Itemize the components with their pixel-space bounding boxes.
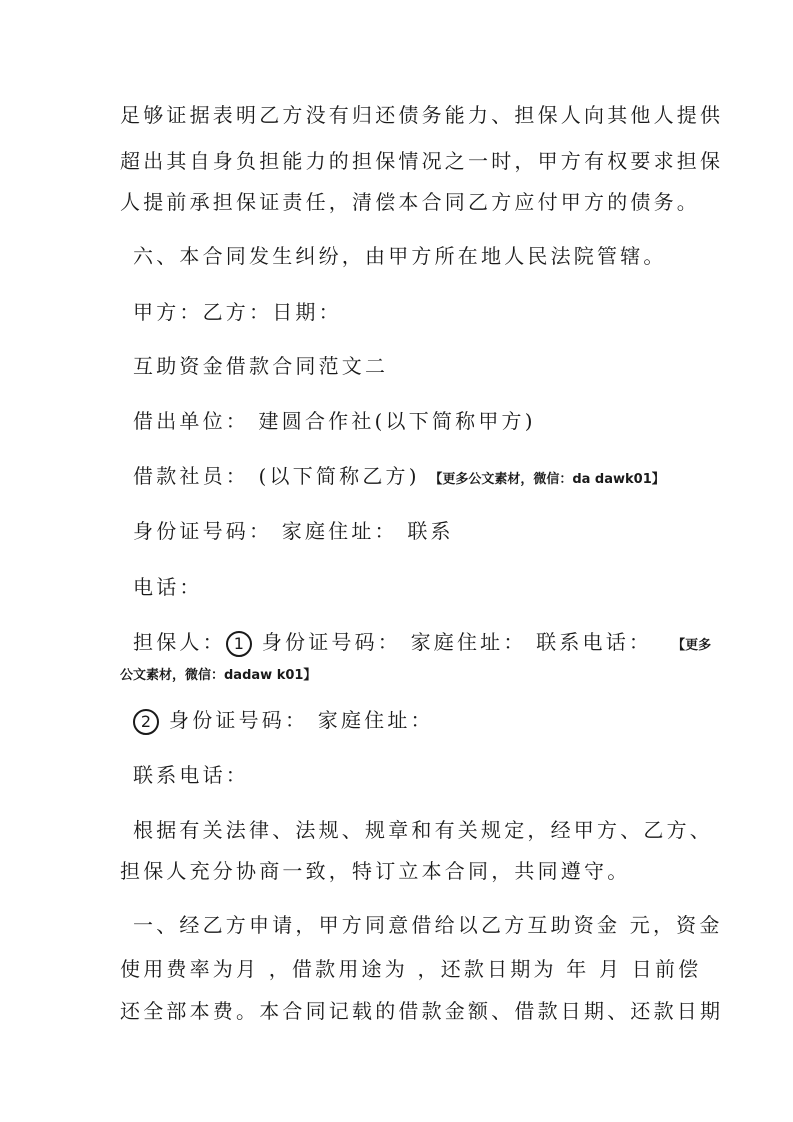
promo-note-continued: 公文素材，微信：dadaw k01】 [120,668,317,683]
signature-line: 甲方：乙方：日期： [133,300,342,324]
id-address-line: 身份证号码： 家庭住址： 联系 [133,519,454,543]
circled-number-1: 1 [226,631,252,657]
clause-six: 六、本合同发生纠纷，由甲方所在地人民法院管辖。 [133,244,667,268]
promo-note: 【更多公文素材，微信：da dawk01】 [429,472,665,487]
paragraph-line: 足够证据表明乙方没有归还债务能力、担保人向其他人提供 [120,103,724,127]
paragraph-line: 还全部本费。本合同记载的借款金额、借款日期、还款日期 [120,999,724,1023]
guarantor-label: 担保人： [133,630,226,654]
paragraph-line: 超出其自身负担能力的担保情况之一时，甲方有权要求担保 [120,149,724,173]
guarantor-line [133,628,712,660]
paragraph-line: 担保人充分协商一致，特订立本合同，共同遵守。 [120,859,631,883]
paragraph-line: 根据有关法律、法规、规章和有关规定，经甲方、乙方、 [133,818,713,842]
borrower-line [133,462,693,494]
paragraph-line: 使用费率为月 ，借款用途为 ，还款日期为 年 月 日前偿 [120,957,702,981]
section-title: 互助资金借款合同范文二 [133,354,389,378]
phone-line: 电话： [133,575,203,599]
guarantor-fields: 身份证号码： 家庭住址： 联系电话： [261,630,653,654]
promo-note: 【更多 [672,638,712,653]
borrower-text: 借款社员： (以下简称乙方) [133,464,420,488]
guarantor-two-line [133,706,693,735]
phone-line: 联系电话： [133,763,249,787]
lender-line: 借出单位： 建圆合作社(以下简称甲方) [133,409,536,433]
guarantor-two-fields: 身份证号码： 家庭住址： [169,708,434,732]
paragraph-line: 人提前承担保证责任，清偿本合同乙方应付甲方的债务。 [120,190,700,214]
circled-number-2: 2 [133,709,159,735]
paragraph-line: 一、经乙方申请，甲方同意借给以乙方互助资金 元，资金 [133,913,723,937]
